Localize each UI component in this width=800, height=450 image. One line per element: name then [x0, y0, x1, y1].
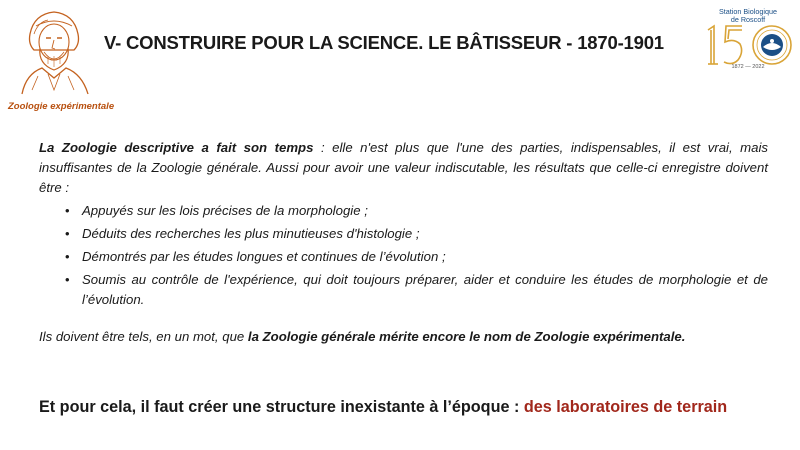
- logo-years: 1872 — 2022: [731, 64, 765, 70]
- portrait-drawing: [8, 4, 100, 96]
- conclusion-paragraph: [39, 327, 768, 347]
- bullet-icon: •: [65, 249, 70, 264]
- bullet-icon: •: [65, 272, 70, 287]
- portrait-engraving: [8, 4, 100, 96]
- seal-icon: [753, 26, 791, 64]
- list-item: [39, 247, 768, 267]
- portrait-caption: Zoologie expérimentale: [8, 101, 115, 112]
- main-content: [39, 138, 768, 347]
- closing-text: Et pour cela, il faut créer une structure inexistante à l’époque :: [39, 398, 524, 416]
- intro-bold: La Zoologie descriptive a fait son temps: [39, 140, 314, 155]
- digit-one: [708, 26, 718, 64]
- list-item-text: Démontrés par les études longues et continues de l’évolution ;: [82, 249, 446, 264]
- intro-paragraph: [39, 138, 768, 198]
- logo-line-1: Station Biologique: [719, 7, 777, 16]
- logo-line-2: de Roscoff: [730, 15, 766, 24]
- station-logo: [700, 2, 796, 76]
- closing-highlight: des laboratoires de terrain: [523, 398, 728, 416]
- conclusion-bold: la Zoologie générale mérite encore le nom de Zoologie expérimentale.: [247, 329, 686, 344]
- list-item: [39, 270, 768, 310]
- list-item-text: Appuyés sur les lois précises de la morphologie ;: [82, 203, 368, 218]
- digit-five: [724, 26, 742, 64]
- list-item: [39, 201, 768, 221]
- logo-label: [700, 8, 796, 24]
- requirements-list: [39, 201, 768, 310]
- conclusion-start: Ils doivent être tels, en un mot, que: [39, 329, 248, 344]
- closing-statement: [39, 398, 779, 417]
- list-item-text: Soumis au contrôle de l'expérience, qui doit toujours préparer, aider et conduire les études de morphologie et de l’évolution.: [82, 272, 768, 307]
- list-item-text: Déduits des recherches les plus minutieuses d'histologie ;: [82, 226, 420, 241]
- intro-rest: : elle n'est plus que l'une des parties, indispensables, il est vrai, mais insuffisantes de la Zoologie générale. Aussi pour avoir une valeur indiscutable, les résultats que celle-ci enregistre doivent être :: [39, 140, 768, 195]
- bullet-icon: •: [65, 226, 70, 241]
- bullet-icon: •: [65, 203, 70, 218]
- list-item: [39, 224, 768, 244]
- page-title: V- CONSTRUIRE POUR LA SCIENCE. LE BÂTISSEUR - 1870-1901: [104, 32, 664, 53]
